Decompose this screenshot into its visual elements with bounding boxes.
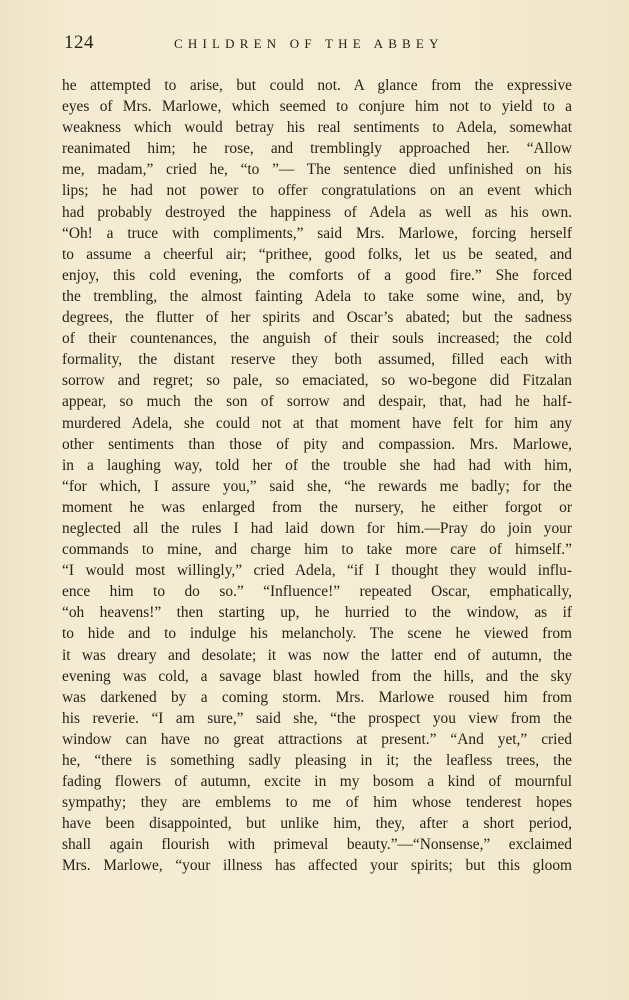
page-number: 124 (64, 32, 94, 53)
text-line: Mrs. Marlowe, “your illness has affected your spirits; but this gloom (62, 857, 572, 875)
text-line: fading flowers of autumn, excite in my bosom a kind of mournful (62, 773, 572, 791)
text-line: the trembling, the almost fainting Adela to take some wine, and, by (62, 287, 572, 305)
text-line: of their countenances, the anguish of their souls increased; the cold (62, 330, 572, 348)
text-line: window can have no great attractions at present.” “And yet,” cried (62, 730, 572, 748)
text-line: it was dreary and desolate; it was now the latter end of autumn, the (62, 646, 572, 664)
text-line: sorrow and regret; so pale, so emaciated, so wo-begone did Fitzalan (62, 372, 572, 390)
text-line: “oh heavens!” then starting up, he hurried to the window, as if (62, 604, 572, 622)
body-text (62, 75, 572, 877)
text-line: “I would most willingly,” cried Adela, “if I thought they would influ- (62, 562, 572, 580)
text-line: evening was cold, a savage blast howled from the hills, and the sky (62, 667, 572, 685)
text-line: his reverie. “I am sure,” said she, “the prospect you view from the (62, 709, 572, 727)
text-line: shall again flourish with primeval beauty.”—“Nonsense,” exclaimed (62, 836, 572, 854)
text-line: sympathy; they are emblems to me of him whose tenderest hopes (62, 794, 572, 812)
text-line: he attempted to arise, but could not. A glance from the expressive (62, 77, 572, 94)
text-line: neglected all the rules I had laid down for him.—Pray do join your (62, 519, 572, 537)
text-line: moment he was enlarged from the nursery, he either forgot or (62, 498, 572, 516)
text-line: eyes of Mrs. Marlowe, which seemed to conjure him not to yield to a (62, 98, 572, 116)
text-line: other sentiments than those of pity and compassion. Mrs. Marlowe, (62, 435, 572, 453)
text-line: had probably destroyed the happiness of Adela as well as his own. (62, 203, 572, 221)
text-line: “for which, I assure you,” said she, “he rewards me badly; for the (62, 477, 572, 495)
text-line: ence him to do so.” “Influence!” repeated Oscar, emphatically, (62, 583, 572, 601)
text-line: have been disappointed, but unlike him, they, after a short period, (62, 815, 572, 833)
text-line: reanimated him; he rose, and tremblingly approached her. “Allow (62, 140, 572, 158)
text-line: to hide and to indulge his melancholy. The scene he viewed from (62, 625, 572, 643)
text-line: appear, so much the son of sorrow and despair, that, had he half- (62, 393, 572, 411)
text-line: lips; he had not power to offer congratulations on an event which (62, 182, 572, 200)
text-line: “Oh! a truce with compliments,” said Mrs. Marlowe, forcing herself (62, 224, 572, 242)
text-line: to assume a cheerful air; “prithee, good folks, let us be seated, and (62, 245, 572, 263)
text-line: formality, the distant reserve they both assumed, filled each with (62, 351, 572, 369)
page-header (64, 32, 572, 54)
text-line: he, “there is something sadly pleasing in it; the leafless trees, the (62, 752, 572, 769)
text-line: me, madam,” cried he, “to ”— The sentence died unfinished on his (62, 161, 572, 179)
text-line: degrees, the flutter of her spirits and Oscar’s abated; but the sadness (62, 309, 572, 327)
text-line: weakness which would betray his real sentiments to Adela, somewhat (62, 119, 572, 137)
text-line: enjoy, this cold evening, the comforts of a good fire.” She forced (62, 266, 572, 284)
text-line: commands to mine, and charge him to take more care of himself.” (62, 541, 572, 559)
text-line: in a laughing way, told her of the trouble she had had with him, (62, 456, 572, 474)
text-line: murdered Adela, she could not at that moment have felt for him any (62, 414, 572, 432)
running-title: CHILDREN OF THE ABBEY (174, 36, 444, 51)
text-line: was darkened by a coming storm. Mrs. Marlowe roused him from (62, 688, 572, 706)
